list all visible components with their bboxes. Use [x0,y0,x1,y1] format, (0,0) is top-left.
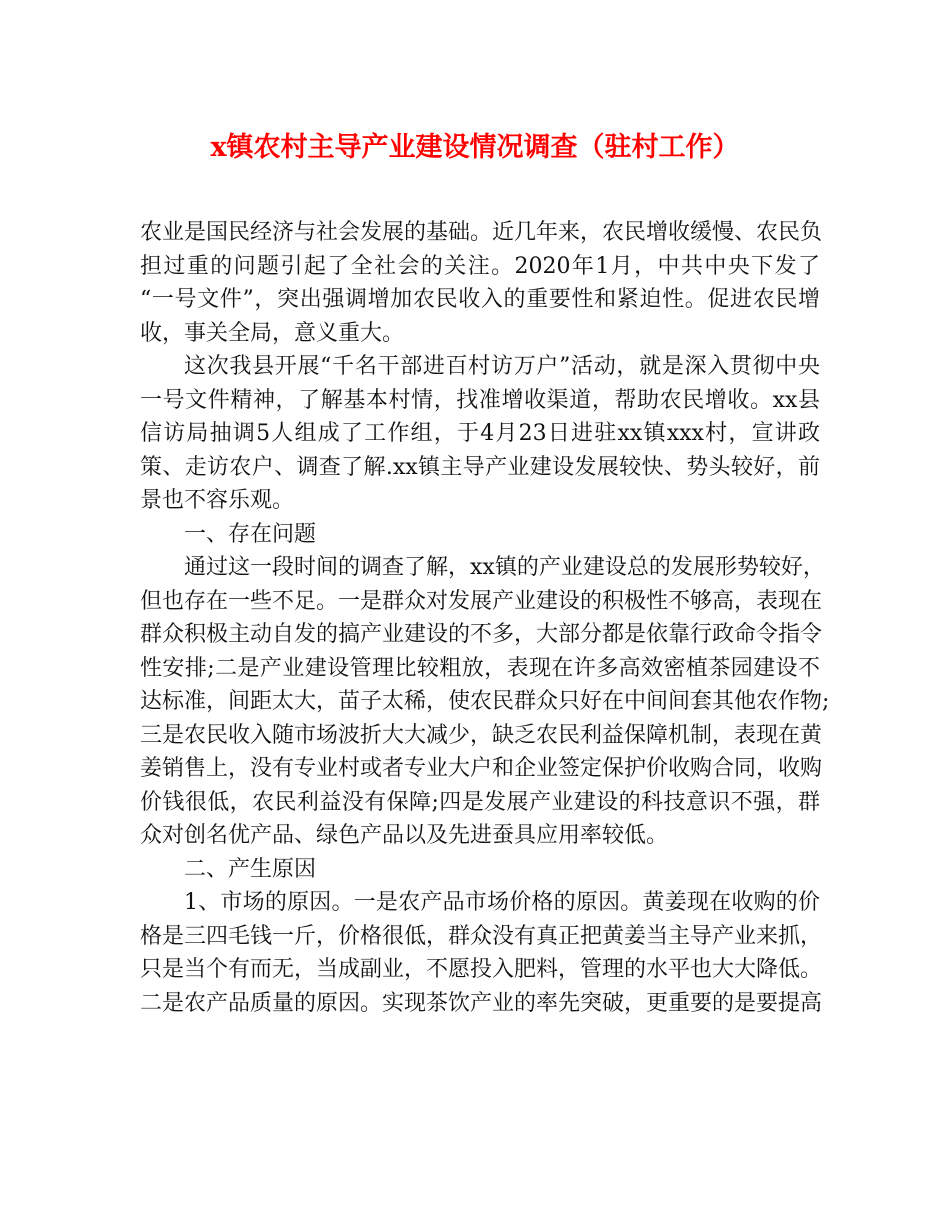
text-line: 三是农民收入随市场波折大大减少，缺乏农民利益保障机制，表现在黄 [140,722,823,748]
text-line: 达标准，间距太大，苗子太稀，使农民群众只好在中间间套其他农作物; [140,689,830,714]
text-line: 收，事关全局，意义重大。 [140,320,405,346]
document-body [140,216,830,1020]
text-line: 二是农产品质量的原因。实现茶饮产业的率先突破，更重要的是要提高 [140,990,823,1016]
text-line: 群众积极主动自发的搞产业建设的不多，大部分都是依靠行政命令指令 [140,622,823,647]
text-line: 一号文件精神，了解基本村情，找准增收渠道，帮助农民增收。xx县 [140,387,820,413]
text-line: 担过重的问题引起了全社会的关注。2020年1月，中共中央下发了 [140,253,820,279]
text-line: 只是当个有而无，当成副业，不愿投入肥料，管理的水平也大大降低。 [140,957,823,982]
text-line: 姜销售上，没有专业村或者专业大户和企业签定保护价收购合同，收购 [140,756,823,781]
text-line: 景也不容乐观。 [140,488,295,513]
text-line: 信访局抽调5人组成了工作组，于4月23日进驻xx镇xxx村，宣讲政 [140,421,820,446]
text-line: 但也存在一些不足。一是群众对发展产业建设的积极性不够高，表现在 [140,588,823,614]
text-line: “一号文件”，突出强调增加农民收入的重要性和紧迫性。促进农民增 [140,287,820,312]
text-line: 价钱很低，农民利益没有保障;四是发展产业建设的科技意识不强，群 [140,789,820,815]
text-line: 二、产生原因 [184,856,317,882]
text-line: 格是三四毛钱一斤，价格很低，群众没有真正把黄姜当主导产业来抓， [140,923,823,949]
text-line: 这次我县开展“千名干部进百村访万户”活动，就是深入贯彻中央 [184,354,820,379]
text-line: 一、存在问题 [184,521,317,547]
text-line: 1、市场的原因。一是农产品市场价格的原因。黄姜现在收购的价 [184,890,820,915]
text-line: 农业是国民经济与社会发展的基础。近几年来，农民增收缓慢、农民负 [140,220,823,245]
text-line: 通过这一段时间的调查了解，xx镇的产业建设总的发展形势较好， [184,555,825,580]
text-line: 众对创名优产品、绿色产品以及先进蚕具应用率较低。 [140,823,669,848]
text-line: 性安排;二是产业建设管理比较粗放，表现在许多高效密植茶园建设不 [140,655,820,681]
document-title: x镇农村主导产业建设情况调查（驻村工作） [210,132,740,163]
text-line: 策、走访农户、调查了解.xx镇主导产业建设发展较快、势头较好，前 [140,454,820,480]
